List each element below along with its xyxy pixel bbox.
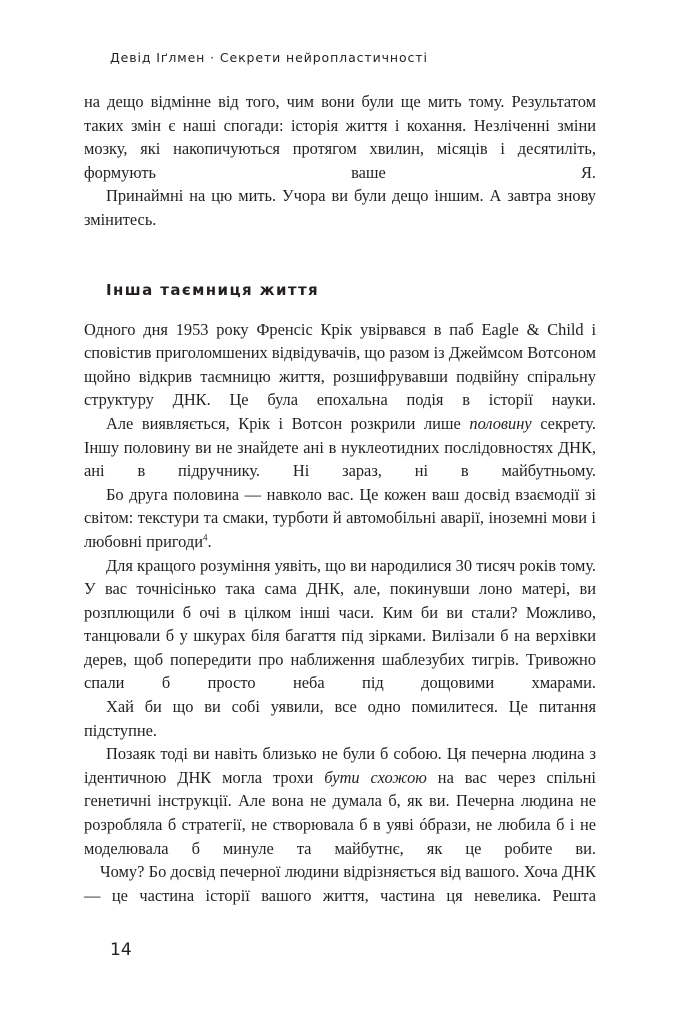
paragraph-text: Позаяк тоді ви навіть близько не були б собою. Ця печерна людина з ідентичною ДНК могла трохи bbox=[84, 744, 596, 787]
section-heading: Інша таємниця життя bbox=[106, 280, 320, 299]
paragraph: Чому? Бо досвід печерної людини відрізняється від вашого. Хоча ДНК — це частина історії вашого життя, частина ця невелика. Решта bbox=[84, 862, 596, 905]
paragraph bbox=[84, 483, 596, 554]
page-body bbox=[84, 90, 596, 907]
paragraph-text: на вас через спільні генетичні інструкції. Але вона не думала б, як ви. Печерна людина не розробляла б стратегії, не створювала б в уяві óбрази, не любила б і не моделювала б минуле та майбутнє, як це робите ви. bbox=[84, 767, 596, 858]
paragraph-text: секрету. Іншу половину ви не знайдете ані в нуклеотидних послідовностях ДНК, ані в підручнику. Ні зараз, ні в майбутньому. bbox=[84, 413, 596, 481]
emphasis: бути схожою bbox=[324, 767, 427, 787]
paragraph bbox=[84, 412, 596, 483]
footnote-marker: 4 bbox=[203, 532, 208, 543]
paragraph: Принаймні на цю мить. Учора ви були дещо іншим. А завтра знову змінитесь. bbox=[84, 186, 596, 229]
paragraph-text: . bbox=[207, 531, 212, 551]
emphasis: половину bbox=[469, 413, 532, 433]
paragraph: Для кращого розуміння уявіть, що ви народилися 30 тисяч років тому. У вас точнісінько така сама ДНК, але, покинувши лоно матері, ви розплющили б очі в цілком інші часи. Ким би ви стали? Можливо, танцювали б у шкурах біля багаття під зірками. Вилізали б на верхівки дерев, щоб попередити про наближення шаблезубих тигрів. Тривожно спали б просто неба під дощовими хмарами. bbox=[84, 555, 596, 693]
paragraph: Хай би що ви собі уявили, все одно помилитеся. Це питання підступне. bbox=[84, 697, 596, 740]
paragraph-text: Але виявляється, Крік і Вотсон розкрили лише bbox=[106, 413, 470, 433]
page-number: 14 bbox=[110, 940, 132, 960]
running-head: Девід Іґлмен · Секрети нейропластичності bbox=[110, 50, 428, 65]
paragraph-text: Бо друга половина — навколо вас. Це кожен ваш досвід взаємодії зі світом: текстури та смаки, турботи й автомобільні аварії, іноземні мови і любовні пригоди bbox=[84, 484, 596, 551]
paragraph: Одного дня 1953 року Френсіс Крік увірвався в паб Eagle & Child і сповістив приголомшених відвідувачів, що разом із Джеймсом Вотсоном щойно відкрив таємницю життя, розшифрувавши подвійну спіральну структуру ДНК. Це була епохальна подія в історії науки. bbox=[84, 319, 596, 410]
paragraph-continued: на дещо відмінне від того, чим вони були ще мить тому. Результатом таких змін є наші спогади: історія життя і кохання. Незліченні зміни мозку, які накопичуються протягом хвилин, місяців і десятиліть, формують ваше Я. bbox=[84, 92, 596, 182]
paragraph bbox=[84, 742, 596, 860]
